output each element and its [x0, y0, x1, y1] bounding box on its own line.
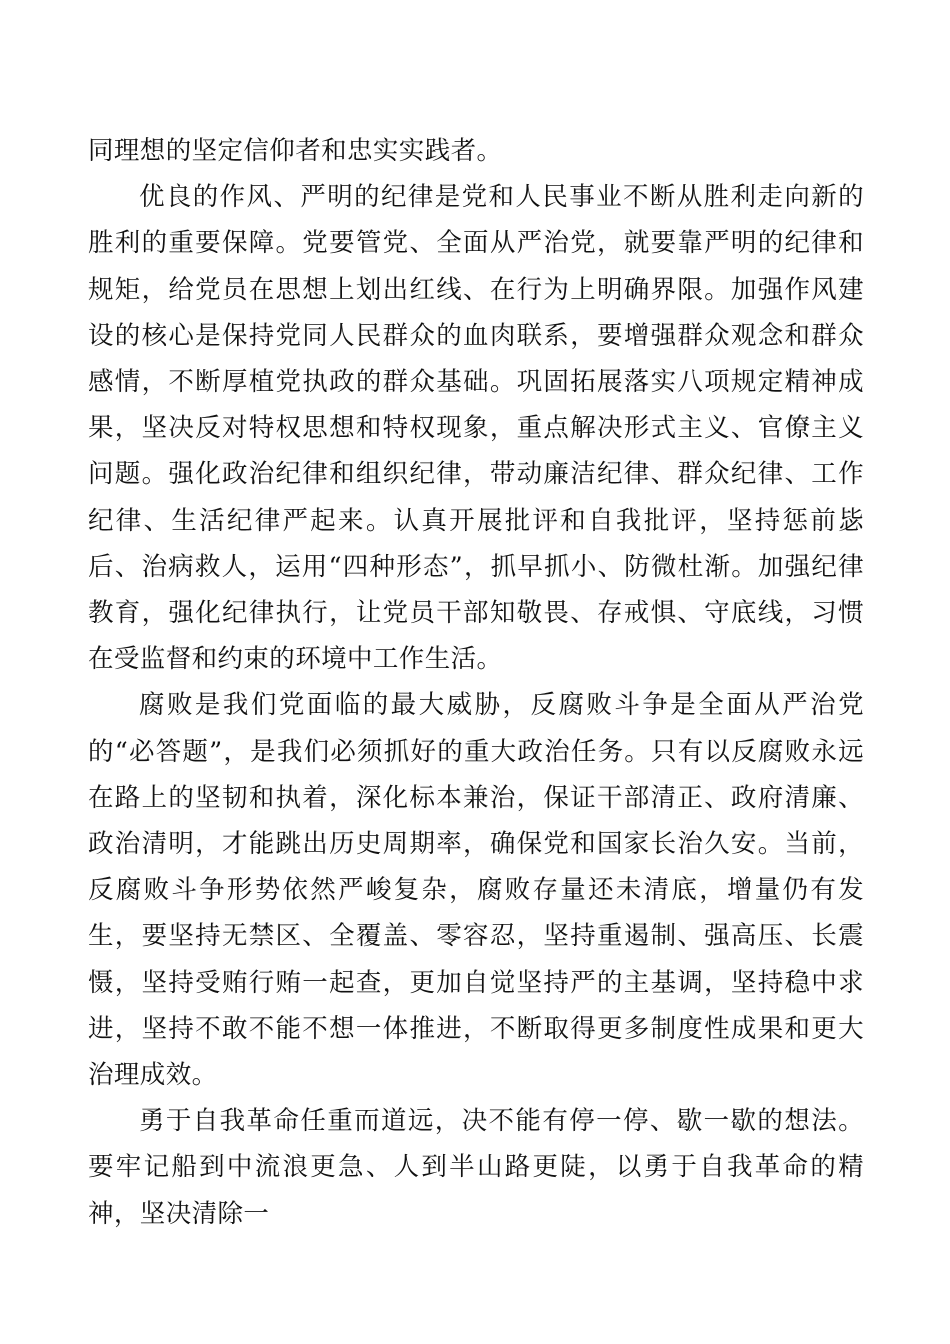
paragraph-discipline: 优良的作风、严明的纪律是党和人民事业不断从胜利走向新的胜利的重要保障。党要管党、全面从严治党，就要靠严明的纪律和规矩，给党员在思想上划出红线、在行为上明确界限。加强作风建设的核心是保持党同人民群众的血肉联系，要增强群众观念和群众感情，不断厚植党执政的群众基础。巩固拓展落实八项规定精神成果，坚决反对特权思想和特权现象，重点解决形式主义、官僚主义问题。强化政治纪律和组织纪律，带动廉洁纪律、群众纪律、工作纪律、生活纪律严起来。认真开展批评和自我批评，坚持惩前毖后、治病救人，运用“四种形态”，抓早抓小、防微杜渐。加强纪律教育，强化纪律执行，让党员干部知敬畏、存戒惧、守底线，习惯在受监督和约束的环境中工作生活。: [88, 182, 864, 675]
document-page: [88, 128, 864, 1237]
paragraph-continuation: 同理想的坚定信仰者和忠实实践者。: [88, 136, 503, 166]
paragraph-anti-corruption: 腐败是我们党面临的最大威胁，反腐败斗争是全面从严治党的“必答题”，是我们必须抓好的重大政治任务。只有以反腐败永远在路上的坚韧和执着，深化标本兼治，保证干部清正、政府清廉、政治清明，才能跳出历史周期率，确保党和国家长治久安。当前，反腐败斗争形势依然严峻复杂，腐败存量还未清底，增量仍有发生，要坚持无禁区、全覆盖、零容忍，坚持重遏制、强高压、长震慑，坚持受贿行贿一起查，更加自觉坚持严的主基调，坚持稳中求进，坚持不敢不能不想一体推进，不断取得更多制度性成果和更大治理成效。: [88, 690, 864, 1091]
paragraph-self-revolution: 勇于自我革命任重而道远，决不能有停一停、歇一歇的想法。要牢记船到中流浪更急、人到半山路更陡，以勇于自我革命的精神，坚决清除一: [88, 1106, 864, 1229]
